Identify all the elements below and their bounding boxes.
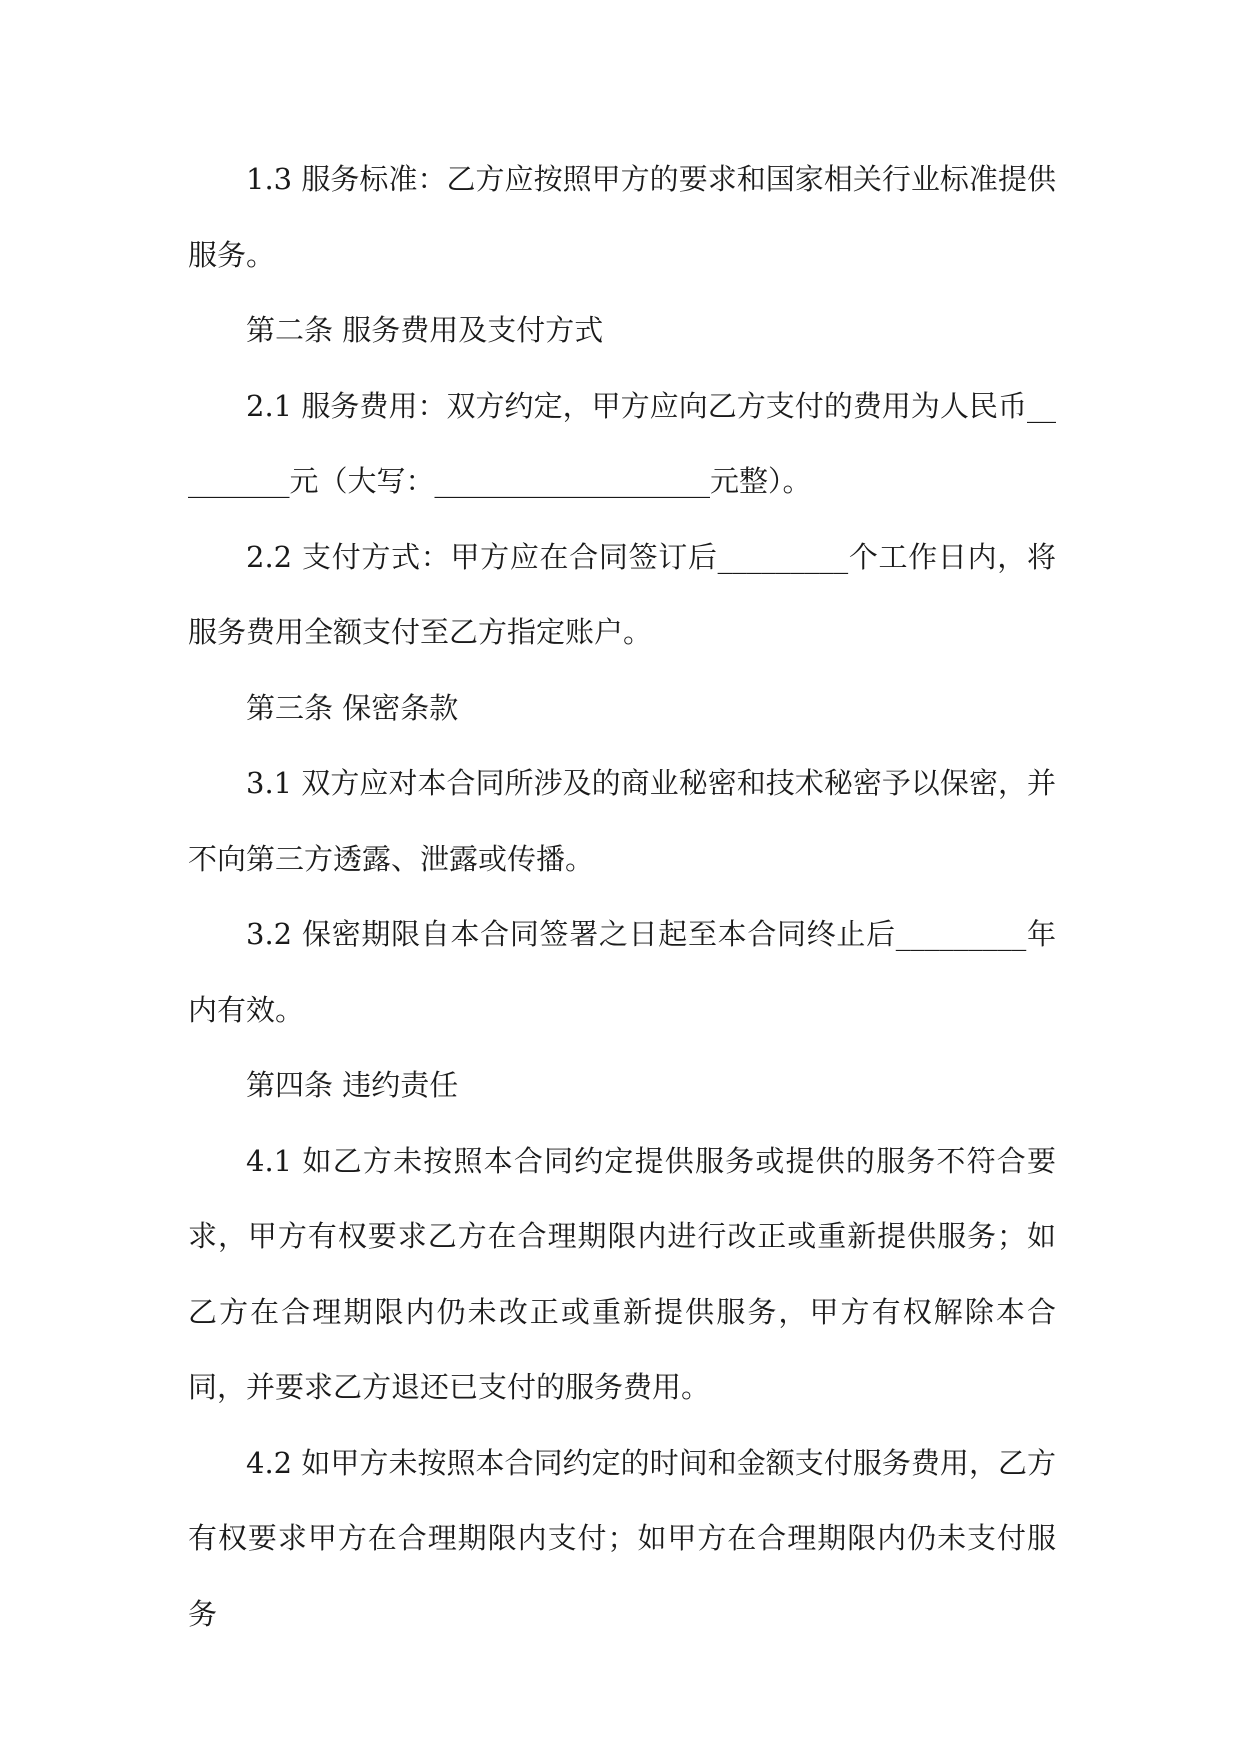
document-body bbox=[188, 142, 1056, 1652]
article-2-heading: 第二条 服务费用及支付方式 bbox=[246, 313, 604, 347]
clause-2-1-service-fee: 2.1 服务费用：双方约定，甲方应向乙方支付的费用为人民币_________元（大写：___________________元整）。 bbox=[188, 388, 1056, 498]
clause-4-1-party-b-breach: 4.1 如乙方未按照本合同约定提供服务或提供的服务不符合要求，甲方有权要求乙方在合理期限内进行改正或重新提供服务；如乙方在合理期限内仍未改正或重新提供服务，甲方有权解除本合同，并要求乙方退还已支付的服务费用。 bbox=[188, 1143, 1056, 1404]
clause-2-2-payment-method: 2.2 支付方式：甲方应在合同签订后_________个工作日内，将服务费用全额支付至乙方指定账户。 bbox=[188, 539, 1056, 649]
article-4-heading: 第四条 违约责任 bbox=[246, 1068, 459, 1102]
clause-1-3-service-standard: 1.3 服务标准：乙方应按照甲方的要求和国家相关行业标准提供服务。 bbox=[188, 162, 1056, 272]
clause-3-1-confidentiality: 3.1 双方应对本合同所涉及的商业秘密和技术秘密予以保密，并不向第三方透露、泄露或传播。 bbox=[188, 766, 1056, 876]
clause-3-2-confidentiality-term: 3.2 保密期限自本合同签署之日起至本合同终止后_________年内有效。 bbox=[188, 917, 1056, 1027]
article-3-heading: 第三条 保密条款 bbox=[246, 690, 459, 725]
clause-4-2-party-a-breach: 4.2 如甲方未按照本合同约定的时间和金额支付服务费用，乙方有权要求甲方在合理期限内支付；如甲方在合理期限内仍未支付服务 bbox=[188, 1445, 1056, 1631]
